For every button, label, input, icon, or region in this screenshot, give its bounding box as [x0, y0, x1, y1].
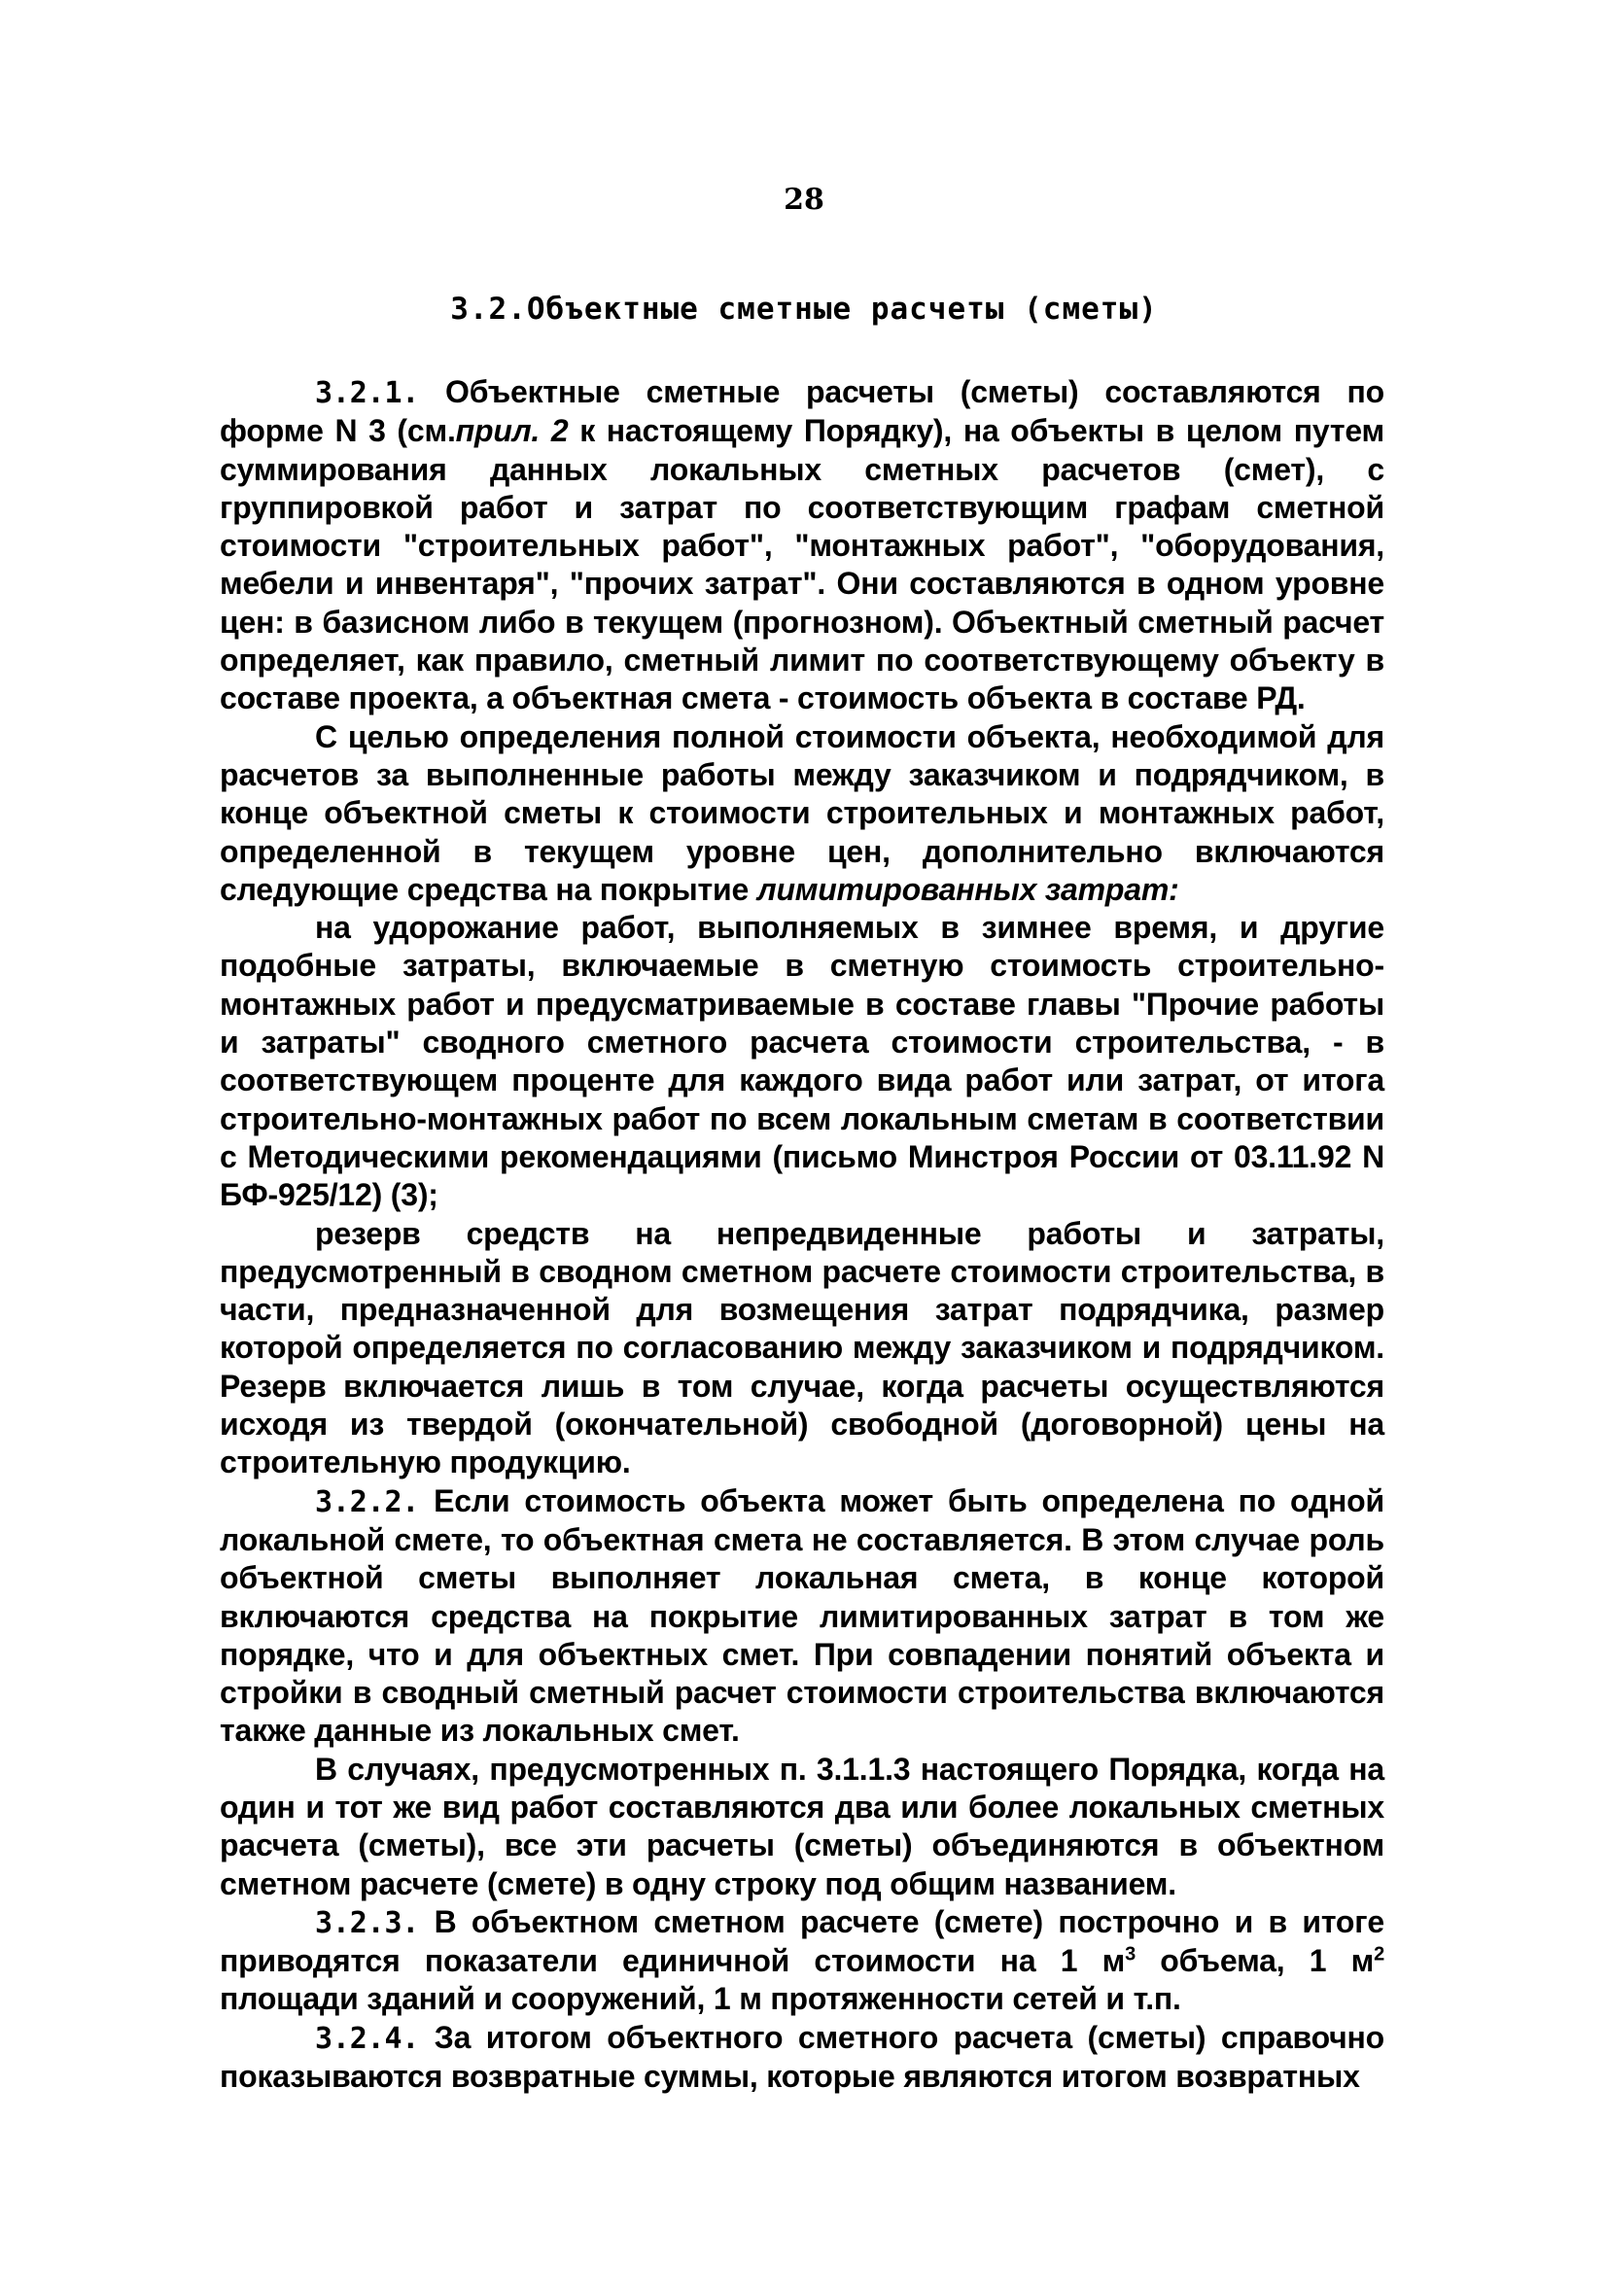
paragraph-text: Если стоимость объекта может быть определена по одной локальной смете, то объектная смета не составляется. В этом случае роль объектной сметы выполняет локальная смета, в конце которой включаются средства на покрытие лимитированных затрат в том же порядке, что и для объектных смет. При совпадении понятий объекта и стройки в сводный сметный расчет стоимости строительства включаются также данные из локальных смет. — [220, 1482, 1384, 1749]
paragraph-3-2-1 — [220, 373, 1384, 718]
clause-number: 3.2.3. — [315, 1905, 420, 1940]
paragraph-text: За итогом объектного сметного расчета (сметы) справочно показываются возвратные суммы, которые являются итогом возвратных — [220, 2019, 1384, 2095]
paragraph-winter-costs: на удорожание работ, выполняемых в зимнее время, и другие подобные затраты, включаемые в сметную стоимость строительно-монтажных работ и предусматриваемые в составе главы "Прочие работы и затраты" сводного сметного расчета стоимости строительства, - в соответствующем проценте для каждого вида работ или затрат, от итога строительно-монтажных работ по всем локальным сметам в соответствии с Методическими рекомендациями (письмо Минстроя России от 03.11.92 N БФ-925/12) (3); — [220, 910, 1384, 1213]
appendix-reference-number: 2 — [540, 413, 569, 449]
paragraph-text: к настоящему Порядку), на объекты в целом путем суммирования данных локальных сметных расчетов (смет), с группировкой работ и затрат по соответствующим графам сметной стоимости "строительных работ", "монтажных работ", "оборудования, мебели и инвентаря", "прочих затрат". Они составляются в одном уровне цен: в базисном либо в текущем (прогнозном). Объектный сметный расчет определяет, как правило, сметный лимит по соответствующему объекту в составе проекта, а объектная смета - стоимость объекта в составе РД. — [220, 413, 1384, 716]
paragraph-combined-estimates: В случаях, предусмотренных п. 3.1.1.3 настоящего Порядка, когда на один и тот же вид работ составляются два или более локальных сметных расчета (сметы), все эти расчеты (сметы) объединяются в объектном сметном расчете (смете) в одну строку под общим названием. — [220, 1751, 1384, 1901]
paragraph-limited-costs — [220, 718, 1384, 909]
paragraph-3-2-4 — [220, 2019, 1384, 2097]
appendix-reference-label: прил. — [455, 413, 541, 449]
clause-number: 3.2.2. — [315, 1484, 420, 1519]
paragraph-3-2-2 — [220, 1482, 1384, 1751]
paragraph-text: С целью определения полной стоимости объекта, необходимой для расчетов за выполненные работы между заказчиком и подрядчиком, в конце объектной сметы к стоимости строительных и монтажных работ, определенной в текущем уровне цен, дополнительно включаются следующие средства на покрытие — [220, 718, 1384, 907]
paragraph-reserve: резерв средств на непредвиденные работы и затраты, предусмотренный в сводном сметном расчете стоимости строительства, в части, предназначенной для возмещения затрат подрядчика, размер которой определяется по согласованию между заказчиком и подрядчиком. Резерв включается лишь в том случае, когда расчеты осуществляются исходя из твердой (окончательной) свободной (договорной) цены на строительную продукцию. — [220, 1215, 1384, 1480]
emphasis-limited-costs: лимитированных затрат: — [756, 871, 1179, 907]
clause-number: 3.2.1. — [315, 376, 420, 410]
section-title: 3.2.Объектные сметные расчеты (сметы) — [450, 292, 1158, 327]
paragraph-text: Объектные сметные расчеты (сметы) составляются по форме N 3 (см. — [220, 374, 1384, 449]
clause-number: 3.2.4. — [315, 2021, 420, 2056]
paragraph-text: площади зданий и сооружений, 1 м протяженности сетей и т.п. — [220, 1981, 1181, 2017]
paragraph-text: объема, 1 м — [1136, 1943, 1375, 1979]
document-body — [220, 373, 1384, 2096]
page-number: 28 — [784, 183, 824, 217]
paragraph-3-2-3 — [220, 1903, 1384, 2019]
superscript: 2 — [1374, 1943, 1384, 1966]
paragraph-text: В объектном сметном расчете (смете) построчно и в итоге приводятся показатели единичной стоимости на 1 м — [220, 1903, 1384, 1979]
superscript: 3 — [1125, 1943, 1136, 1966]
